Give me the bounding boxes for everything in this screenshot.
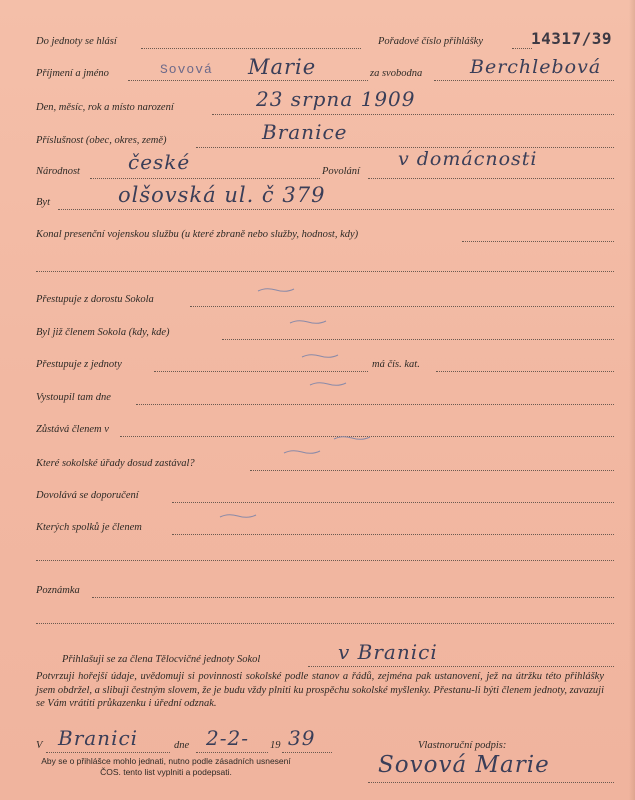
poznamka-line-1 bbox=[92, 597, 614, 598]
poznamka-line-2 bbox=[36, 623, 614, 624]
poradove-cislo-label: Pořadové číslo přihlášky bbox=[378, 36, 483, 47]
narodnost-line bbox=[90, 178, 320, 179]
jednoty-label: Přestupuje z jednoty bbox=[36, 359, 122, 370]
jednoty-line bbox=[154, 371, 368, 372]
spolku-label: Kterých spolků je členem bbox=[36, 522, 142, 533]
clen-dash-mark bbox=[288, 318, 328, 326]
vystoupil-dash-mark bbox=[308, 380, 348, 388]
poznamka-label: Poznámka bbox=[36, 585, 80, 596]
zustava-dash-mark bbox=[332, 434, 372, 442]
narozeni-value: 23 srpna 1909 bbox=[256, 87, 416, 111]
v-label: V bbox=[36, 740, 43, 751]
prijmeni-line bbox=[128, 80, 368, 81]
place-line bbox=[46, 752, 170, 753]
narodnost-label: Národnost bbox=[36, 166, 80, 177]
paper-edge bbox=[629, 0, 635, 800]
urady-label: Které sokolské úřady dosud zastával? bbox=[36, 458, 195, 469]
podpis-label: Vlastnoruční podpis: bbox=[418, 740, 507, 751]
poradove-line bbox=[512, 48, 532, 49]
svobodna-line bbox=[434, 80, 614, 81]
prihlasuji-value: v Branici bbox=[338, 640, 438, 664]
place-value: Branici bbox=[58, 726, 139, 750]
vystoupil-line bbox=[136, 404, 614, 405]
poradove-cislo-value: 14317/39 bbox=[531, 29, 613, 48]
vystoupil-label: Vystoupil tam dne bbox=[36, 392, 111, 403]
prislusnost-value: Branice bbox=[262, 120, 348, 144]
spolku-line-1 bbox=[172, 534, 614, 535]
clen-line bbox=[222, 339, 614, 340]
byt-label: Byt bbox=[36, 197, 50, 208]
signature-value: Sovová Marie bbox=[378, 752, 550, 778]
jednota-label: Do jednoty se hlásí bbox=[36, 36, 117, 47]
prijmeni-label: Příjmení a jméno bbox=[36, 68, 109, 79]
byt-line bbox=[58, 209, 614, 210]
dorost-dash-mark bbox=[256, 286, 296, 294]
year-prefix: 19 bbox=[270, 740, 281, 751]
prihlasuji-label: Přihlašuji se za člena Tělocvičné jednoty Sokol bbox=[62, 654, 261, 665]
prihlasuji-line bbox=[308, 666, 614, 667]
sluzba-line-1 bbox=[462, 241, 614, 242]
cis-kat-line bbox=[436, 371, 614, 372]
prijmeni-typed-value: Sovová bbox=[160, 62, 213, 77]
doporuceni-line bbox=[172, 502, 614, 503]
date-line bbox=[196, 752, 268, 753]
jmeno-hand-value: Marie bbox=[248, 55, 317, 79]
sluzba-line-2 bbox=[36, 271, 614, 272]
urady-line bbox=[250, 470, 614, 471]
byt-value: olšovská ul. č 379 bbox=[118, 183, 326, 207]
footer-note: Aby se o přihlášce mohlo jednati, nutno podle zásadních usnesení ČOS. tento list vyplniti a podepsati. bbox=[41, 756, 291, 777]
clen-label: Byl již členem Sokola (kdy, kde) bbox=[36, 327, 170, 338]
sluzba-label: Konal presenční vojenskou službu (u které zbraně nebo služby, hodnost, kdy) bbox=[36, 229, 359, 240]
dne-label: dne bbox=[174, 740, 190, 751]
povolani-value: v domácnosti bbox=[398, 148, 538, 170]
narozeni-line bbox=[212, 114, 614, 115]
svobodna-value: Berchlebová bbox=[470, 56, 602, 78]
jednota-line bbox=[141, 48, 361, 49]
narozeni-label: Den, měsíc, rok a místo narození bbox=[36, 102, 174, 113]
signature-line bbox=[368, 782, 614, 783]
zustava-label: Zůstává členem v bbox=[36, 424, 109, 435]
cis-kat-label: má čís. kat. bbox=[372, 359, 420, 370]
dorost-line bbox=[190, 306, 614, 307]
declaration-paragraph: Potvrzuji hořejší údaje, uvědomuji si povinnosti sokolské podle stanov a řádů, zejména pak ustanovení, jež na útržku této přihlášky jsem obdržel, a slibuji čestným slovem, že je budu vždy plniti ku prospěchu sokolské myšlenky. Přestanu-li býti členem jednoty, zavazuji se Vám vrátiti průkazenku i úřední odznak. bbox=[36, 671, 604, 709]
year-line bbox=[282, 752, 332, 753]
prislusnost-label: Příslušnost (obec, okres, země) bbox=[36, 135, 167, 146]
year-value: 39 bbox=[288, 726, 316, 750]
svobodna-label: za svobodna bbox=[370, 68, 423, 79]
povolani-line bbox=[368, 178, 614, 179]
spolku-dash-mark bbox=[218, 512, 258, 520]
spolku-line-2 bbox=[36, 560, 614, 561]
jednoty-dash-mark bbox=[300, 352, 340, 360]
narodnost-value: české bbox=[128, 150, 191, 174]
urady-dash-mark bbox=[282, 448, 322, 456]
dorost-label: Přestupuje z dorostu Sokola bbox=[36, 294, 154, 305]
povolani-label: Povolání bbox=[322, 166, 360, 177]
date-value: 2-2- bbox=[206, 726, 249, 750]
doporuceni-label: Dovolává se doporučení bbox=[36, 490, 139, 501]
